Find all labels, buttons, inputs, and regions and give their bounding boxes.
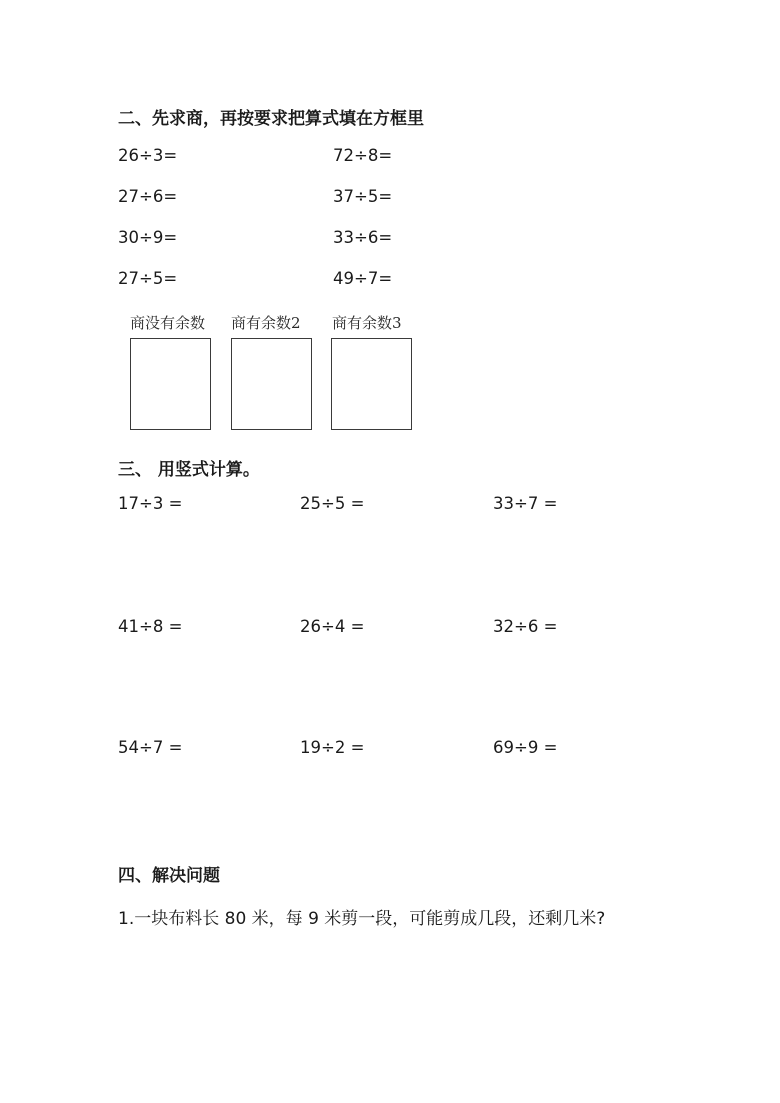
equation-72-div-8: 72÷8= xyxy=(333,146,393,165)
box-label-no-remainder: 商没有余数 xyxy=(130,314,206,332)
calc-69-div-9: 69÷9 = xyxy=(493,738,558,757)
section3-heading: 三、 用竖式计算。 xyxy=(118,460,260,480)
equation-30-div-9: 30÷9= xyxy=(118,228,178,247)
equation-33-div-6: 33÷6= xyxy=(333,228,393,247)
equation-37-div-5: 37÷5= xyxy=(333,187,393,206)
calc-26-div-4: 26÷4 = xyxy=(300,617,365,636)
answer-box-remainder-3[interactable] xyxy=(331,338,412,430)
answer-box-remainder-2[interactable] xyxy=(231,338,312,430)
calc-32-div-6: 32÷6 = xyxy=(493,617,558,636)
calc-33-div-7: 33÷7 = xyxy=(493,494,558,513)
box-label-remainder-2: 商有余数2 xyxy=(231,314,301,332)
word-problem-1: 1.一块布料长 80 米，每 9 米剪一段，可能剪成几段，还剩几米? xyxy=(118,909,606,929)
answer-box-no-remainder[interactable] xyxy=(130,338,211,430)
box-label-remainder-3: 商有余数3 xyxy=(332,314,402,332)
section2-heading: 二、先求商，再按要求把算式填在方框里 xyxy=(118,109,424,129)
section4-heading: 四、解决问题 xyxy=(118,866,220,886)
equation-27-div-6: 27÷6= xyxy=(118,187,178,206)
calc-54-div-7: 54÷7 = xyxy=(118,738,183,757)
calc-17-div-3: 17÷3 = xyxy=(118,494,183,513)
equation-26-div-3: 26÷3= xyxy=(118,146,178,165)
calc-41-div-8: 41÷8 = xyxy=(118,617,183,636)
calc-25-div-5: 25÷5 = xyxy=(300,494,365,513)
equation-49-div-7: 49÷7= xyxy=(333,269,393,288)
calc-19-div-2: 19÷2 = xyxy=(300,738,365,757)
equation-27-div-5: 27÷5= xyxy=(118,269,178,288)
